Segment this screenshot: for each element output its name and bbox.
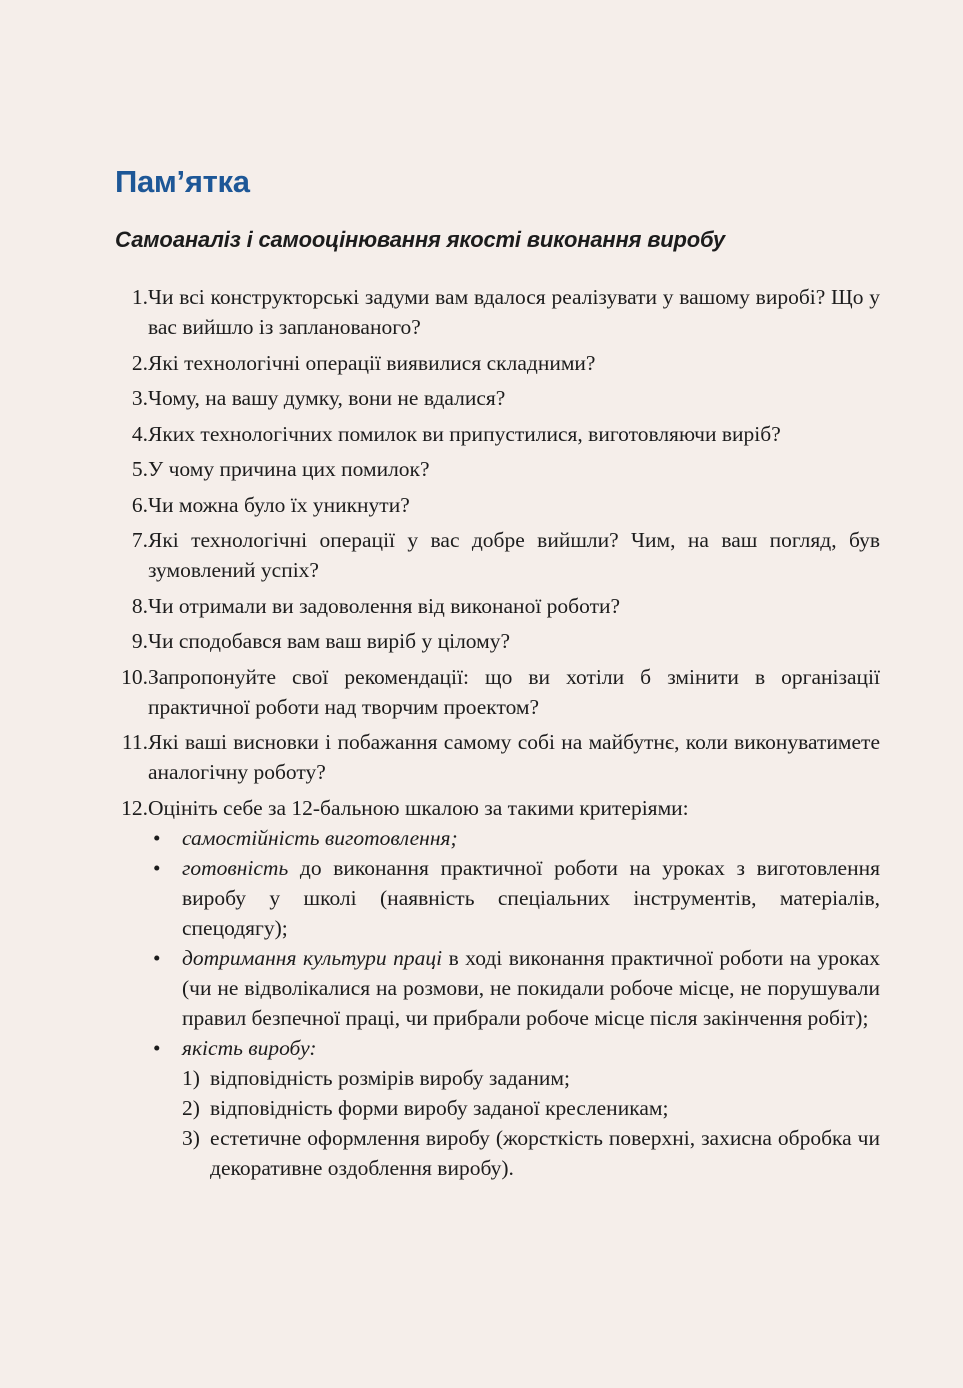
question-number: 7. xyxy=(131,528,148,552)
question-number: 4. xyxy=(131,421,148,446)
bullet-icon: • xyxy=(153,1035,161,1060)
quality-text: відповідність розмірів виробу заданим; xyxy=(210,1065,571,1090)
criteria-item xyxy=(148,853,880,943)
question-number: 5. xyxy=(131,457,148,481)
question-text: Яких технологічних помилок ви припустилися, виготовляючи виріб? xyxy=(148,421,781,446)
bullet-icon: • xyxy=(153,825,161,850)
question-text: Чи можна було їх уникнути? xyxy=(148,492,410,517)
quality-number: 2) xyxy=(182,1095,200,1120)
quality-list xyxy=(182,1063,880,1183)
question-text: Чи сподобався вам ваш виріб у цілому? xyxy=(148,629,511,653)
criteria-list xyxy=(148,823,880,1183)
questions-list xyxy=(115,282,880,1183)
criteria-emphasis: самостійність виготовлення; xyxy=(182,825,458,850)
criteria-item xyxy=(148,823,880,853)
criteria-item xyxy=(148,943,880,1033)
question-number: 8. xyxy=(131,593,148,618)
question-text: Чому, на вашу думку, вони не вдалися? xyxy=(148,386,506,410)
criteria-item xyxy=(148,1033,880,1183)
page-title: Пам’ятка xyxy=(115,164,250,199)
question-item xyxy=(115,525,880,585)
question-number: 12. xyxy=(121,795,148,820)
quality-item xyxy=(182,1093,880,1123)
question-number: 6. xyxy=(131,492,148,517)
page-subtitle: Самоаналіз і самооцінювання якості виконання виробу xyxy=(115,227,725,252)
question-item xyxy=(115,454,880,484)
quality-text: відповідність форми виробу заданої кресленикам; xyxy=(210,1095,669,1120)
quality-item xyxy=(182,1063,880,1093)
question-number: 10. xyxy=(121,664,148,689)
question-item xyxy=(115,383,880,413)
criteria-emphasis: готовність xyxy=(182,855,289,880)
quality-item xyxy=(182,1123,880,1183)
question-item xyxy=(115,626,880,656)
question-item xyxy=(115,419,880,449)
question-number: 9. xyxy=(131,629,148,653)
question-text: Чи отримали ви задоволення від виконаної роботи? xyxy=(148,593,621,618)
question-item xyxy=(115,727,880,787)
question-number: 2. xyxy=(131,350,148,375)
bullet-icon: • xyxy=(153,945,161,970)
question-text: Які ваші висновки і побажання самому собі на майбутнє, коли виконуватимете аналогічну роботу? xyxy=(148,730,880,784)
question-text: Які технологічні операції у вас добре вийшли? Чим, на ваш погляд, був зумовлений успіх? xyxy=(148,528,880,582)
criteria-emphasis: якість виробу: xyxy=(182,1035,317,1060)
bullet-icon: • xyxy=(153,855,161,880)
question-item xyxy=(115,282,880,342)
question-item xyxy=(115,662,880,722)
question-number: 11. xyxy=(121,730,148,754)
question-text: Які технологічні операції виявилися складними? xyxy=(148,350,596,375)
question-item xyxy=(115,490,880,520)
memo-page xyxy=(115,160,880,1188)
quality-text: естетичне оформлення виробу (жорсткість поверхні, захисна обробка чи декоративне оздоблення виробу). xyxy=(210,1125,880,1180)
criteria-emphasis: дотримання культури праці xyxy=(182,945,443,970)
question-text: Оцініть себе за 12-бальною шкалою за такими критеріями: xyxy=(148,795,689,820)
question-item xyxy=(115,348,880,378)
criteria-text: до виконання практичної роботи на уроках з виготовлення виробу у школі (наявність спеціальних інструментів, матеріалів, спецодягу); xyxy=(182,855,880,940)
question-number: 1. xyxy=(131,285,148,309)
quality-number: 1) xyxy=(182,1065,200,1090)
question-text: У чому причина цих помилок? xyxy=(148,457,430,481)
question-item xyxy=(115,793,880,1183)
quality-number: 3) xyxy=(182,1125,200,1150)
question-item xyxy=(115,591,880,621)
criteria-text: в ході виконання практичної роботи на уроках (чи не відволікалися на розмови, не покидали робоче місце, не порушували правил безпечної праці, чи прибрали робоче місце після закінчення робіт); xyxy=(182,945,880,1030)
question-text: Чи всі конструкторські задуми вам вдалося реалізувати у вашому виробі? Що у вас вийшло із запланованого? xyxy=(148,285,880,339)
question-text: Запропонуйте свої рекомендації: що ви хотіли б змінити в організації практичної роботи над творчим проектом? xyxy=(148,664,880,719)
question-number: 3. xyxy=(131,386,148,410)
